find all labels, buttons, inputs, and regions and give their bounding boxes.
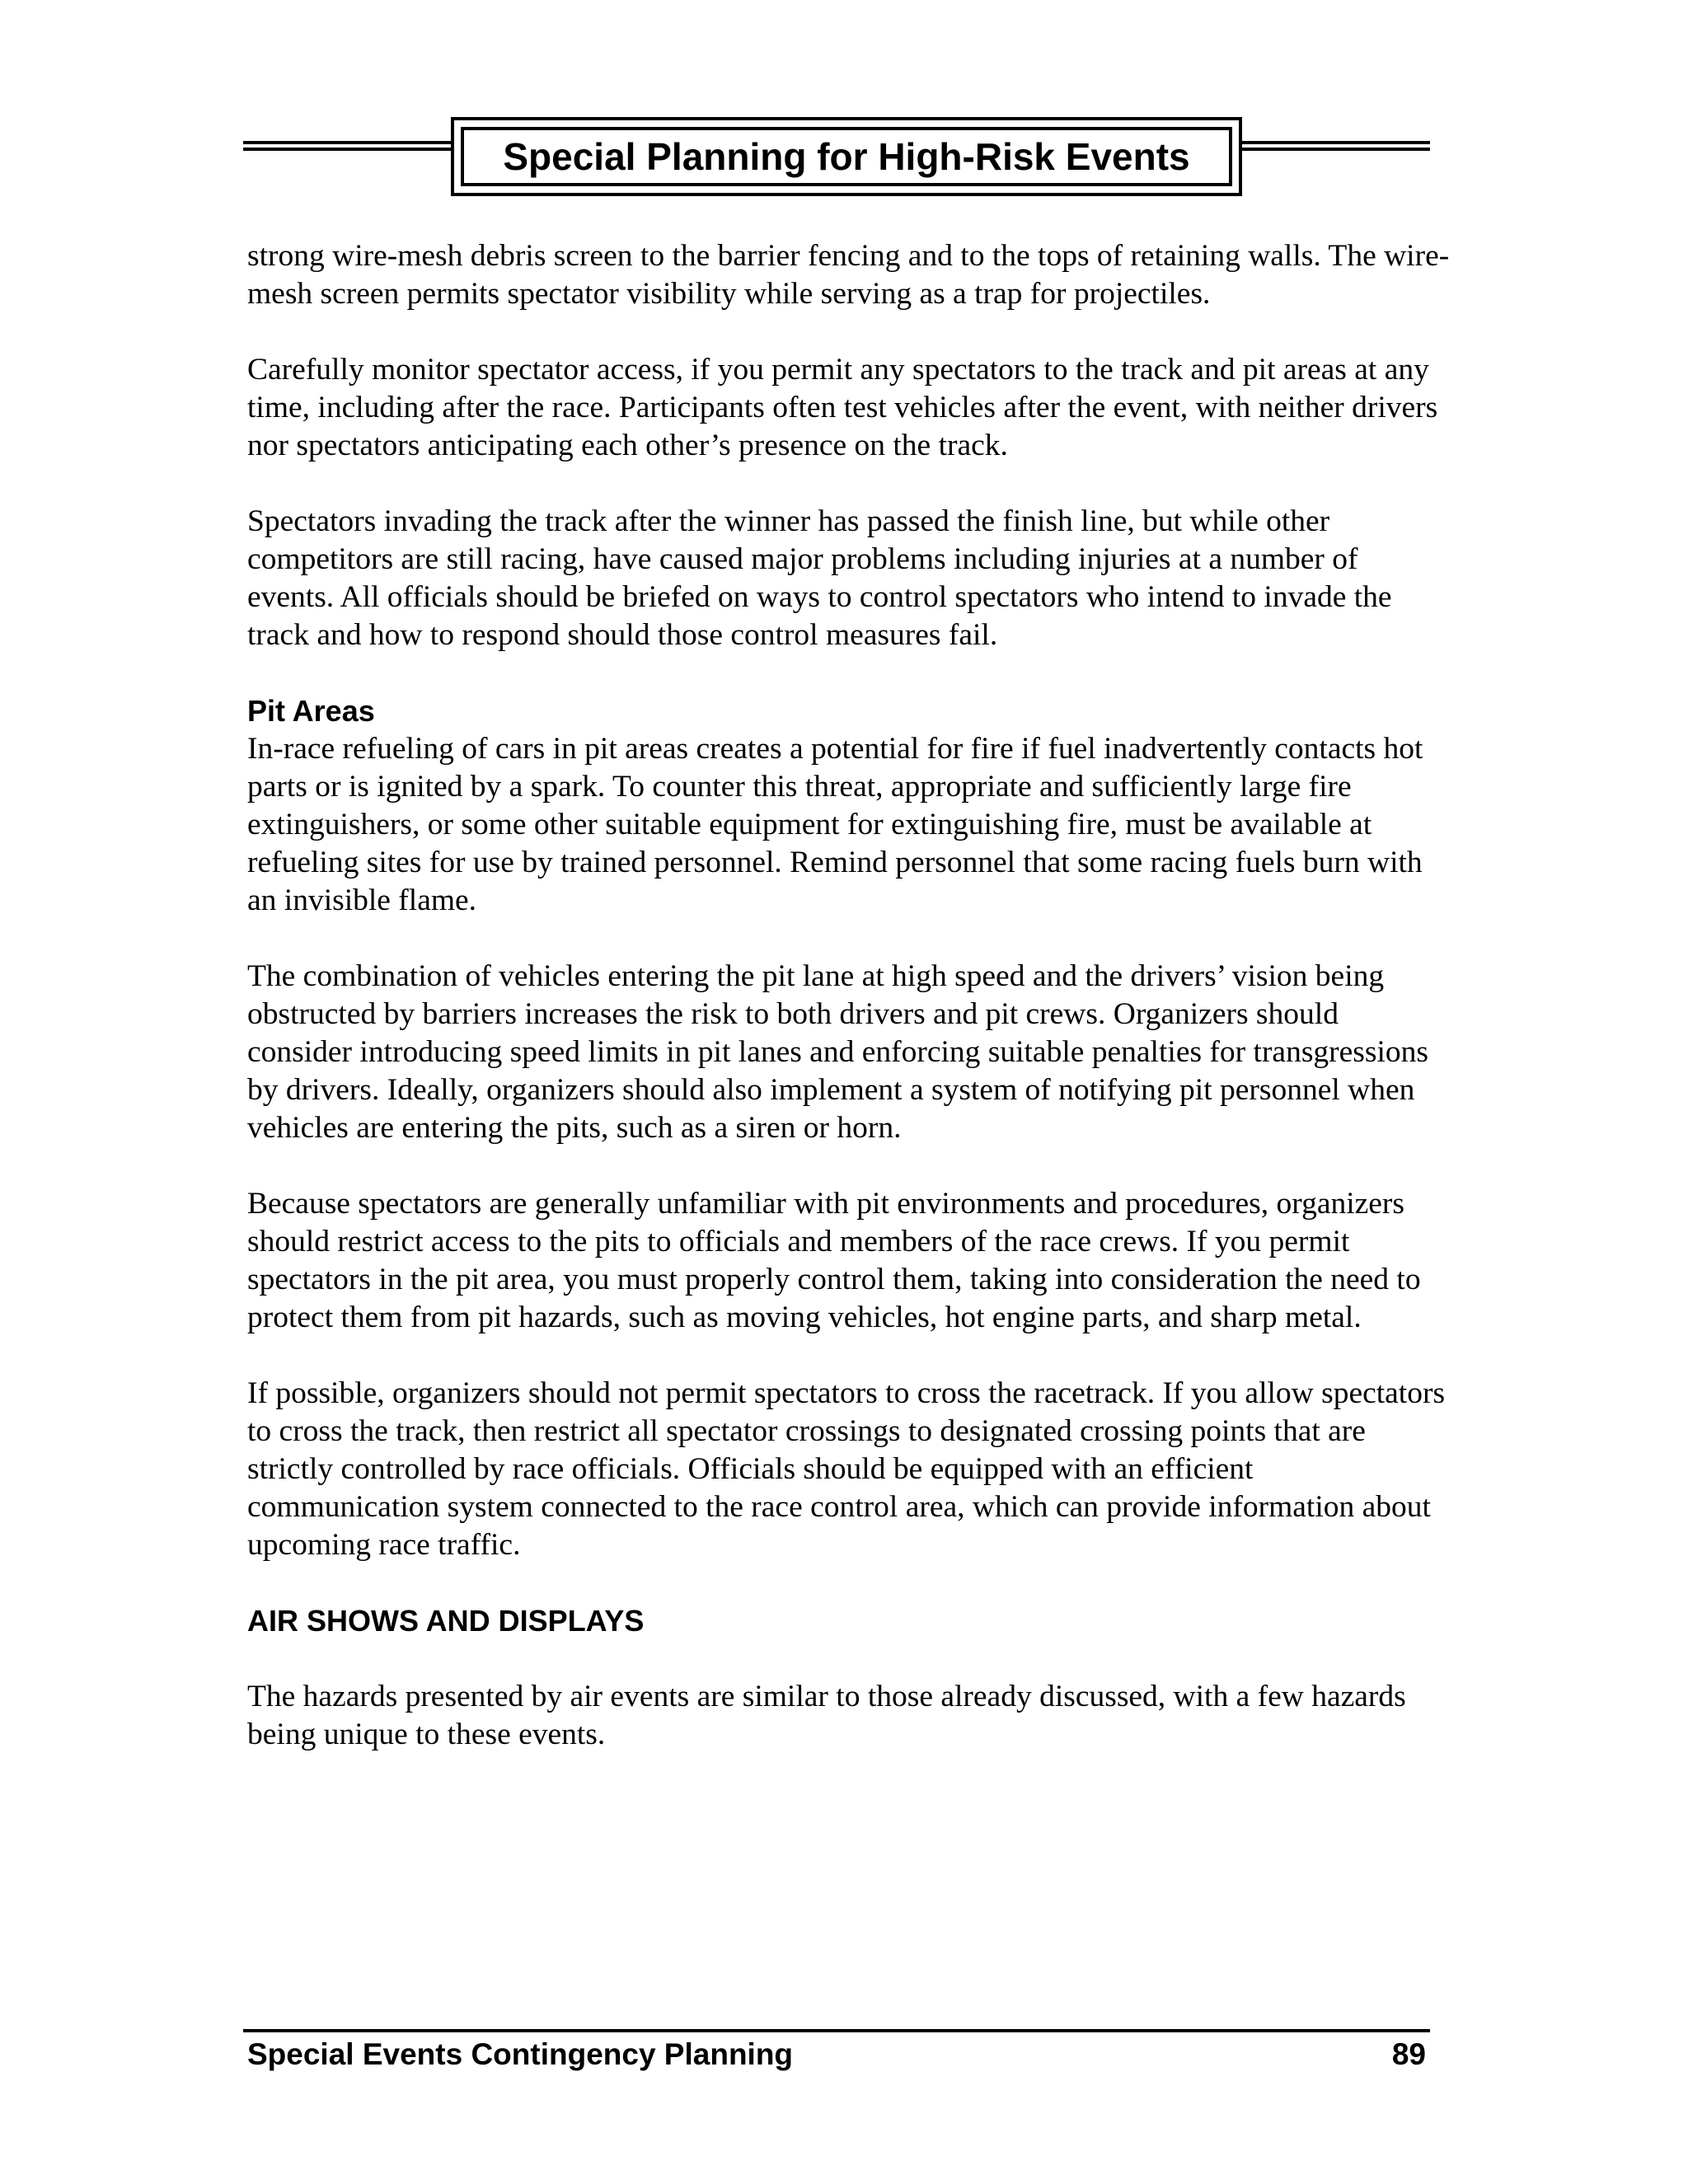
header-title-box bbox=[451, 117, 1242, 196]
page-number: 89 bbox=[1391, 2037, 1426, 2071]
page-content bbox=[247, 237, 1451, 1792]
paragraph-track-crossing: If possible, organizers should not permit spectators to cross the racetrack. If you allow spectators to cross the track, then restrict all spectator crossings to designated crossing points that are strictly controlled by race officials. Officials should be equipped with an efficient communication system connected to the race control area, which can provide information about upcoming race traffic. bbox=[247, 1376, 1446, 1562]
paragraph-pit-lane-speed: The combination of vehicles entering the pit lane at high speed and the drivers’ vision being obstructed by barriers increases the risk to both drivers and pit crews. Organizers should consider introducing speed limits in pit lanes and enforcing suitable penalties for transgressions by drivers. Ideally, organizers should also implement a system of notifying pit personnel when vehicles are entering the pits, such as a siren or horn. bbox=[247, 959, 1429, 1145]
section-heading-air-shows: AIR SHOWS AND DISPLAYS bbox=[247, 1604, 645, 1638]
paragraph-debris-screen: strong wire-mesh debris screen to the barrier fencing and to the tops of retaining walls. The wire-mesh screen permits spectator visibility while serving as a trap for projectiles. bbox=[247, 239, 1450, 311]
paragraph-refueling: In-race refueling of cars in pit areas creates a potential for fire if fuel inadvertently contacts hot parts or is ignited by a spark. To counter this threat, appropriate and sufficiently large fire extinguishers, or some other suitable equipment for extinguishing fire, must be available at refueling sites for use by trained personnel. Remind personnel that some racing fuels burn with an invisible flame. bbox=[247, 732, 1423, 917]
paragraph-air-hazards: The hazards presented by air events are similar to those already discussed, with a few hazards being unique to these events. bbox=[247, 1680, 1406, 1751]
paragraph-pit-access: Because spectators are generally unfamiliar with pit environments and procedures, organizers should restrict access to the pits to officials and members of the race crews. If you permit spectators in the pit area, you must properly control them, taking into consideration the need to protect them from pit hazards, such as moving vehicles, hot engine parts, and sharp metal. bbox=[247, 1187, 1421, 1334]
paragraph-spectator-access: Carefully monitor spectator access, if you permit any spectators to the track and pit areas at any time, including after the race. Participants often test vehicles after the event, with neither drivers nor spectators anticipating each other’s presence on the track. bbox=[247, 353, 1438, 462]
footer-rule bbox=[243, 2029, 1430, 2032]
paragraph-track-invasion: Spectators invading the track after the winner has passed the finish line, but while other competitors are still racing, have caused major problems including injuries at a number of events. All officials should be briefed on ways to control spectators who intend to invade the track and how to respond should those control measures fail. bbox=[247, 504, 1392, 652]
subheading-pit-areas: Pit Areas bbox=[247, 694, 375, 728]
header-title-inner-frame bbox=[461, 127, 1232, 186]
footer-title: Special Events Contingency Planning bbox=[247, 2037, 794, 2071]
page-header-title: Special Planning for High-Risk Events bbox=[503, 135, 1190, 178]
